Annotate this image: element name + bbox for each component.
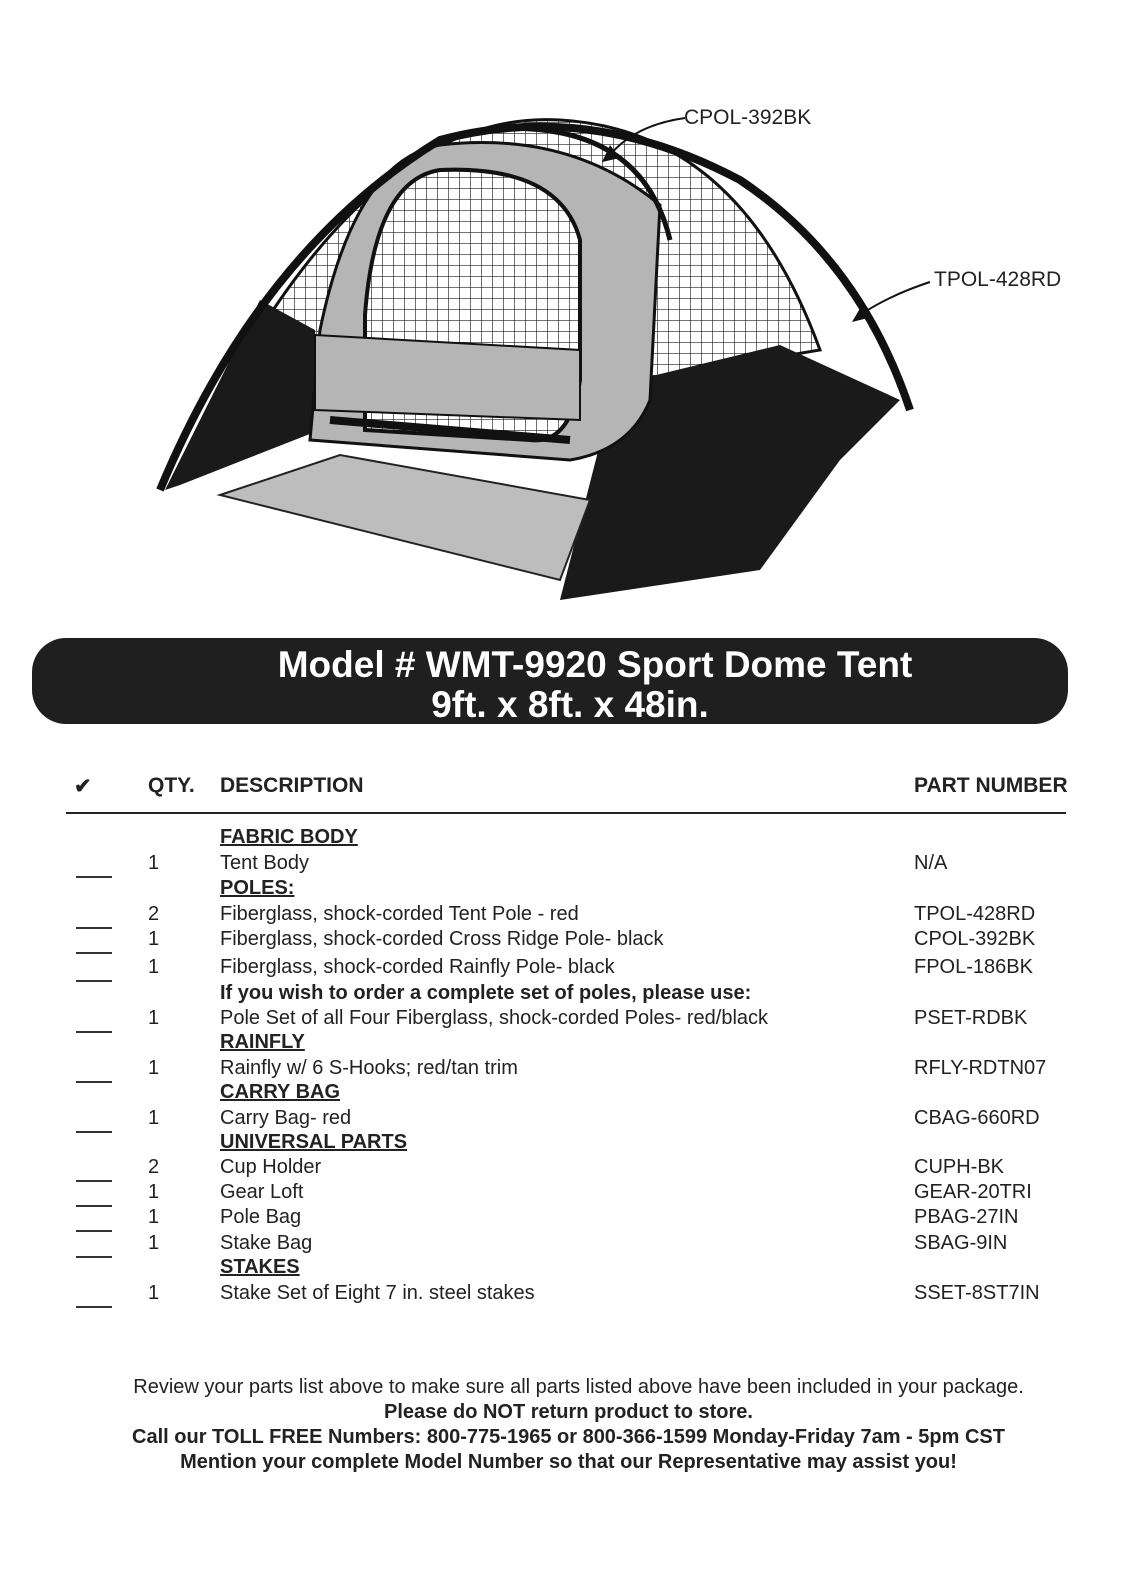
model-banner [32, 638, 1068, 724]
description: Tent Body [220, 852, 309, 874]
qty: 1 [148, 928, 160, 950]
qty: 1 [148, 1181, 160, 1203]
section-title: STAKES [220, 1256, 300, 1278]
description: Stake Set of Eight 7 in. steel stakes [220, 1282, 535, 1304]
footer-toll-free: Call our TOLL FREE Numbers: 800-775-1965 or 800-366-1599 Monday-Friday 7am - 5pm CST [132, 1426, 1005, 1448]
header-rule [66, 812, 1066, 814]
table-row [0, 1156, 1137, 1182]
part-number: GEAR-20TRI [914, 1181, 1032, 1203]
description: Fiberglass, shock-corded Cross Ridge Pole- black [220, 928, 664, 950]
table-row [0, 852, 1137, 878]
section-title: UNIVERSAL PARTS [220, 1131, 408, 1153]
part-number: CUPH-BK [914, 1156, 1005, 1178]
pole-set-note [0, 982, 1137, 1008]
section-poles [0, 877, 1137, 903]
section-fabric-body [0, 826, 1137, 852]
footer-review: Review your parts list above to make sure all parts listed above have been included in your package. [133, 1376, 1024, 1398]
qty: 1 [148, 1057, 160, 1079]
description: Pole Set of all Four Fiberglass, shock-corded Poles- red/black [220, 1007, 769, 1029]
description: Fiberglass, shock-corded Rainfly Pole- black [220, 956, 615, 978]
description: Stake Bag [220, 1232, 313, 1254]
qty: 1 [148, 1206, 160, 1228]
check-blank[interactable] [76, 952, 112, 954]
table-row [0, 1057, 1137, 1083]
qty: 1 [148, 1007, 160, 1029]
part-number: PSET-RDBK [914, 1007, 1028, 1029]
description: Fiberglass, shock-corded Tent Pole - red [220, 903, 579, 925]
col-check: ✔ [74, 775, 92, 798]
footer-do-not-return: Please do NOT return product to store. [384, 1401, 753, 1423]
part-number: PBAG-27IN [914, 1206, 1019, 1228]
model-title: Model # WMT-9920 Sport Dome Tent [277, 644, 913, 685]
part-number: FPOL-186BK [914, 956, 1033, 978]
qty: 1 [148, 1107, 160, 1129]
section-carry-bag [0, 1081, 1137, 1107]
part-number: TPOL-428RD [914, 903, 1036, 925]
callout-cross-pole: CPOL-392BK [684, 106, 812, 129]
table-row [0, 903, 1137, 929]
floor-mat [220, 455, 590, 580]
table-row [0, 1282, 1137, 1308]
table-row [0, 956, 1137, 982]
section-title: CARRY BAG [220, 1081, 341, 1103]
table-row [0, 1181, 1137, 1207]
part-number: N/A [914, 852, 948, 874]
model-dimensions: 9ft. x 8ft. x 48in. [431, 684, 709, 725]
callout-tent-pole: TPOL-428RD [934, 268, 1062, 291]
footer-mention-model: Mention your complete Model Number so that our Representative may assist you! [180, 1451, 957, 1473]
table-row [0, 1206, 1137, 1232]
part-number: SBAG-9IN [914, 1232, 1008, 1254]
part-number: RFLY-RDTN07 [914, 1057, 1047, 1079]
qty: 1 [148, 1282, 160, 1304]
note-text: If you wish to order a complete set of poles, please use: [220, 982, 752, 1004]
callout-arrow-tpol [860, 282, 930, 315]
section-universal-parts [0, 1131, 1137, 1157]
table-row [0, 928, 1137, 954]
qty: 1 [148, 852, 160, 874]
part-number: CPOL-392BK [914, 928, 1036, 950]
col-description: DESCRIPTION [220, 774, 364, 797]
qty: 1 [148, 1232, 160, 1254]
section-title: POLES: [220, 877, 295, 899]
col-part-number: PART NUMBER [914, 774, 1068, 797]
section-title: RAINFLY [220, 1031, 305, 1053]
tent-diagram [140, 100, 940, 615]
check-blank[interactable] [76, 1306, 112, 1308]
part-number: SSET-8ST7IN [914, 1282, 1040, 1304]
part-number: CBAG-660RD [914, 1107, 1040, 1129]
table-row [0, 1107, 1137, 1133]
col-qty: QTY. [148, 774, 195, 797]
section-title: FABRIC BODY [220, 826, 358, 848]
section-rainfly [0, 1031, 1137, 1057]
qty: 2 [148, 903, 160, 925]
table-row [0, 1232, 1137, 1258]
section-stakes [0, 1256, 1137, 1282]
description: Rainfly w/ 6 S-Hooks; red/tan trim [220, 1057, 518, 1079]
table-row [0, 1007, 1137, 1033]
description: Pole Bag [220, 1206, 302, 1228]
description: Carry Bag- red [220, 1107, 352, 1129]
door-roll [315, 335, 580, 420]
qty: 1 [148, 956, 160, 978]
description: Cup Holder [220, 1156, 322, 1178]
qty: 2 [148, 1156, 160, 1178]
description: Gear Loft [220, 1181, 304, 1203]
